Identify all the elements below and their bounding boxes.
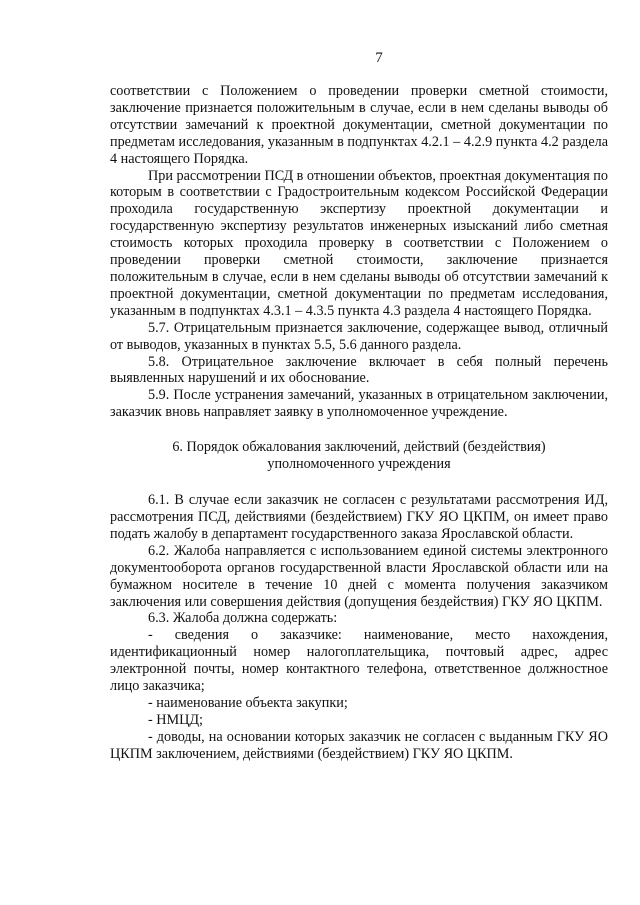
paragraph: 5.9. После устранения замечаний, указанных в отрицательном заключении, заказчик вновь направляет заявку в уполномоченное учреждение. <box>110 387 608 421</box>
paragraph: При рассмотрении ПСД в отношении объектов, проектная документация по которым в соответствии с Градостроительным кодексом Российской Федерации проходила государственную экспертизу проектной документации и государственную экспертизу результатов инженерных изысканий либо сметная стоимость которых проходила проверку в соответствии с Положением о проведении проверки сметной стоимости, заключение признается положительным в случае, если в нем сделаны выводы об отсутствии замечаний к проектной документации, сметной документации по предметам исследования, указанным в подпунктах 4.3.1 – 4.3.5 пункта 4.3 раздела 4 настоящего Порядка. <box>110 167 608 319</box>
section-heading-line: 6. Порядок обжалования заключений, действий (бездействия) <box>172 439 546 456</box>
paragraph: 6.1. В случае если заказчик не согласен с результатами рассмотрения ИД, рассмотрения ПСД, действиями (бездействием) ГКУ ЯО ЦКПМ, он имеет право подать жалобу в департамент государственного заказа Ярославской области. <box>110 492 608 542</box>
paragraph: 6.3. Жалоба должна содержать: <box>148 610 338 627</box>
list-item: - сведения о заказчике: наименование, место нахождения, идентификационный номер налогоплательщика, почтовый адрес, адрес электронной почты, номер контактного телефона, ответственное должностное лицо заказчика; <box>110 627 608 695</box>
paragraph: 5.8. Отрицательное заключение включает в себя полный перечень выявленных нарушений и их обоснование. <box>110 353 608 387</box>
list-item: - наименование объекта закупки; <box>148 695 348 711</box>
paragraph: 5.7. Отрицательным признается заключение, содержащее вывод, отличный от выводов, указанных в пунктах 5.5, 5.6 данного раздела. <box>110 319 608 353</box>
section-heading <box>110 439 608 473</box>
page-number: 7 <box>375 50 383 66</box>
paragraph: 6.2. Жалоба направляется с использованием единой системы электронного документооборота органов государственной власти Ярославской области или на бумажном носителе в течение 10 дней с момента получения заказчиком заключения или совершения действия (допущения бездействия) ГКУ ЯО ЦКПМ. <box>110 542 608 610</box>
list-item: - НМЦД; <box>148 711 203 728</box>
paragraphs-top <box>110 83 608 421</box>
section-heading-line: уполномоченного учреждения <box>267 456 451 473</box>
paragraph: соответствии с Положением о проведении проверки сметной стоимости, заключение признается положительным в случае, если в нем сделаны выводы об отсутствии замечаний к проектной документации, сметной документации по предметам исследования, указанным в подпунктах 4.2.1 – 4.2.9 пункта 4.2 раздела 4 настоящего Порядка. <box>110 83 608 167</box>
paragraphs-bottom <box>110 492 608 763</box>
list-item: - доводы, на основании которых заказчик не согласен с выданным ГКУ ЯО ЦКПМ заключением, действиями (бездействием) ГКУ ЯО ЦКПМ. <box>110 728 608 762</box>
